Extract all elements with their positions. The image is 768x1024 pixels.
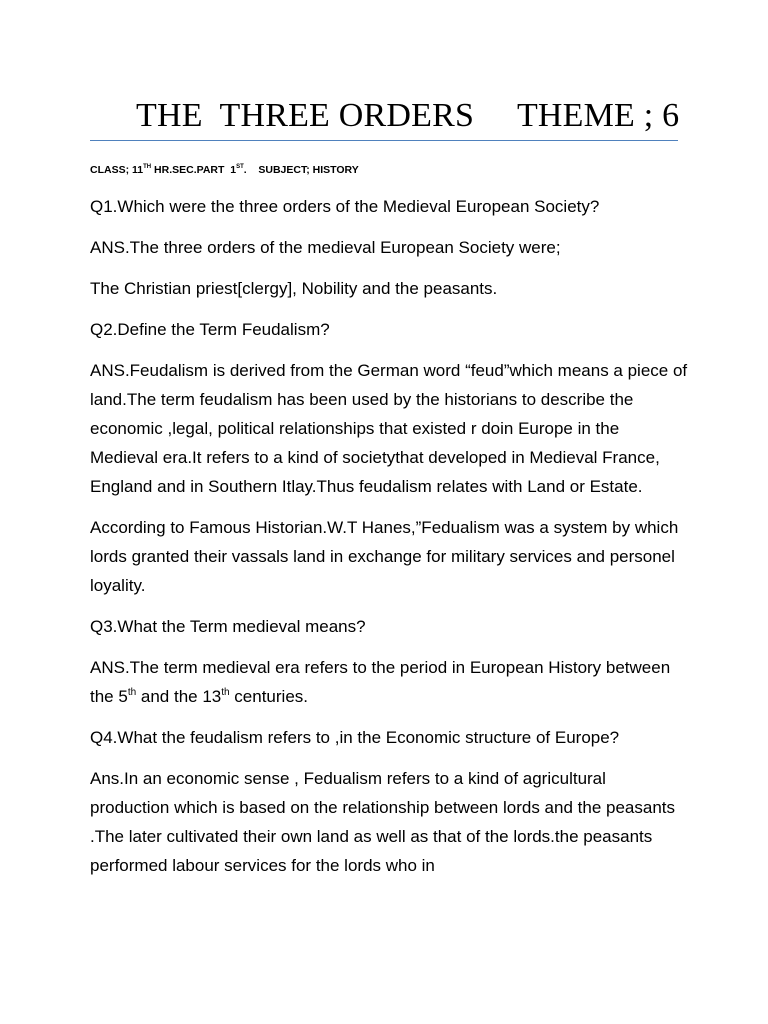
class-superscript-st: ST	[236, 164, 244, 170]
answer-4: Ans.In an economic sense , Fedualism refers to a kind of agricultural production which is based on the relationship between lords and the peasants .The later cultivated their own land as well as that of the lords.the peasants performed labour services for the lords who in	[90, 769, 675, 875]
class-superscript-th: TH	[143, 164, 152, 170]
question-3: Q3.What the Term medieval means?	[90, 617, 366, 636]
answer-2-paragraph-1: ANS.Feudalism is derived from the German word “feud”which means a piece of land.The term feudalism has been used by the historians to describe the economic ,legal, political relationships that existed r doin Europe in the Medieval era.It refers to a kind of societythat developed in Medieval France, England and in Southern Itlay.Thus feudalism relates with Land or Estate.	[90, 361, 688, 496]
answer-3-text-3: centuries.	[229, 687, 309, 706]
class-prefix: CLASS; 11	[90, 164, 144, 176]
answer-1-line-2: The Christian priest[clergy], Nobility and the peasants.	[90, 279, 498, 298]
title-divider	[90, 140, 678, 141]
document-body	[90, 192, 690, 892]
answer-3-superscript-1: th	[127, 687, 137, 698]
question-4: Q4.What the feudalism refers to ,in the Economic structure of Europe?	[90, 728, 620, 747]
question-1: Q1.Which were the three orders of the Medieval European Society?	[90, 197, 600, 216]
answer-3-text-1: ANS.The term medieval era refers to the period in European History between the 5	[90, 658, 671, 706]
class-subject-line	[90, 162, 690, 178]
page-title: THE THREE ORDERS THEME ; 6	[136, 97, 680, 134]
answer-3	[90, 653, 690, 711]
answer-3-text-2: and the 13	[136, 687, 222, 706]
answer-2-paragraph-2: According to Famous Historian.W.T Hanes,”Fedualism was a system by which lords granted their vassals land in exchange for military services and personel loyality.	[90, 518, 679, 595]
answer-1-line-1: ANS.The three orders of the medieval European Society were;	[90, 238, 561, 257]
question-2: Q2.Define the Term Feudalism?	[90, 320, 330, 339]
answer-3-superscript-2: th	[221, 687, 230, 698]
class-middle: HR.SEC.PART 1	[151, 164, 237, 176]
subject-label: . SUBJECT; HISTORY	[243, 164, 359, 176]
